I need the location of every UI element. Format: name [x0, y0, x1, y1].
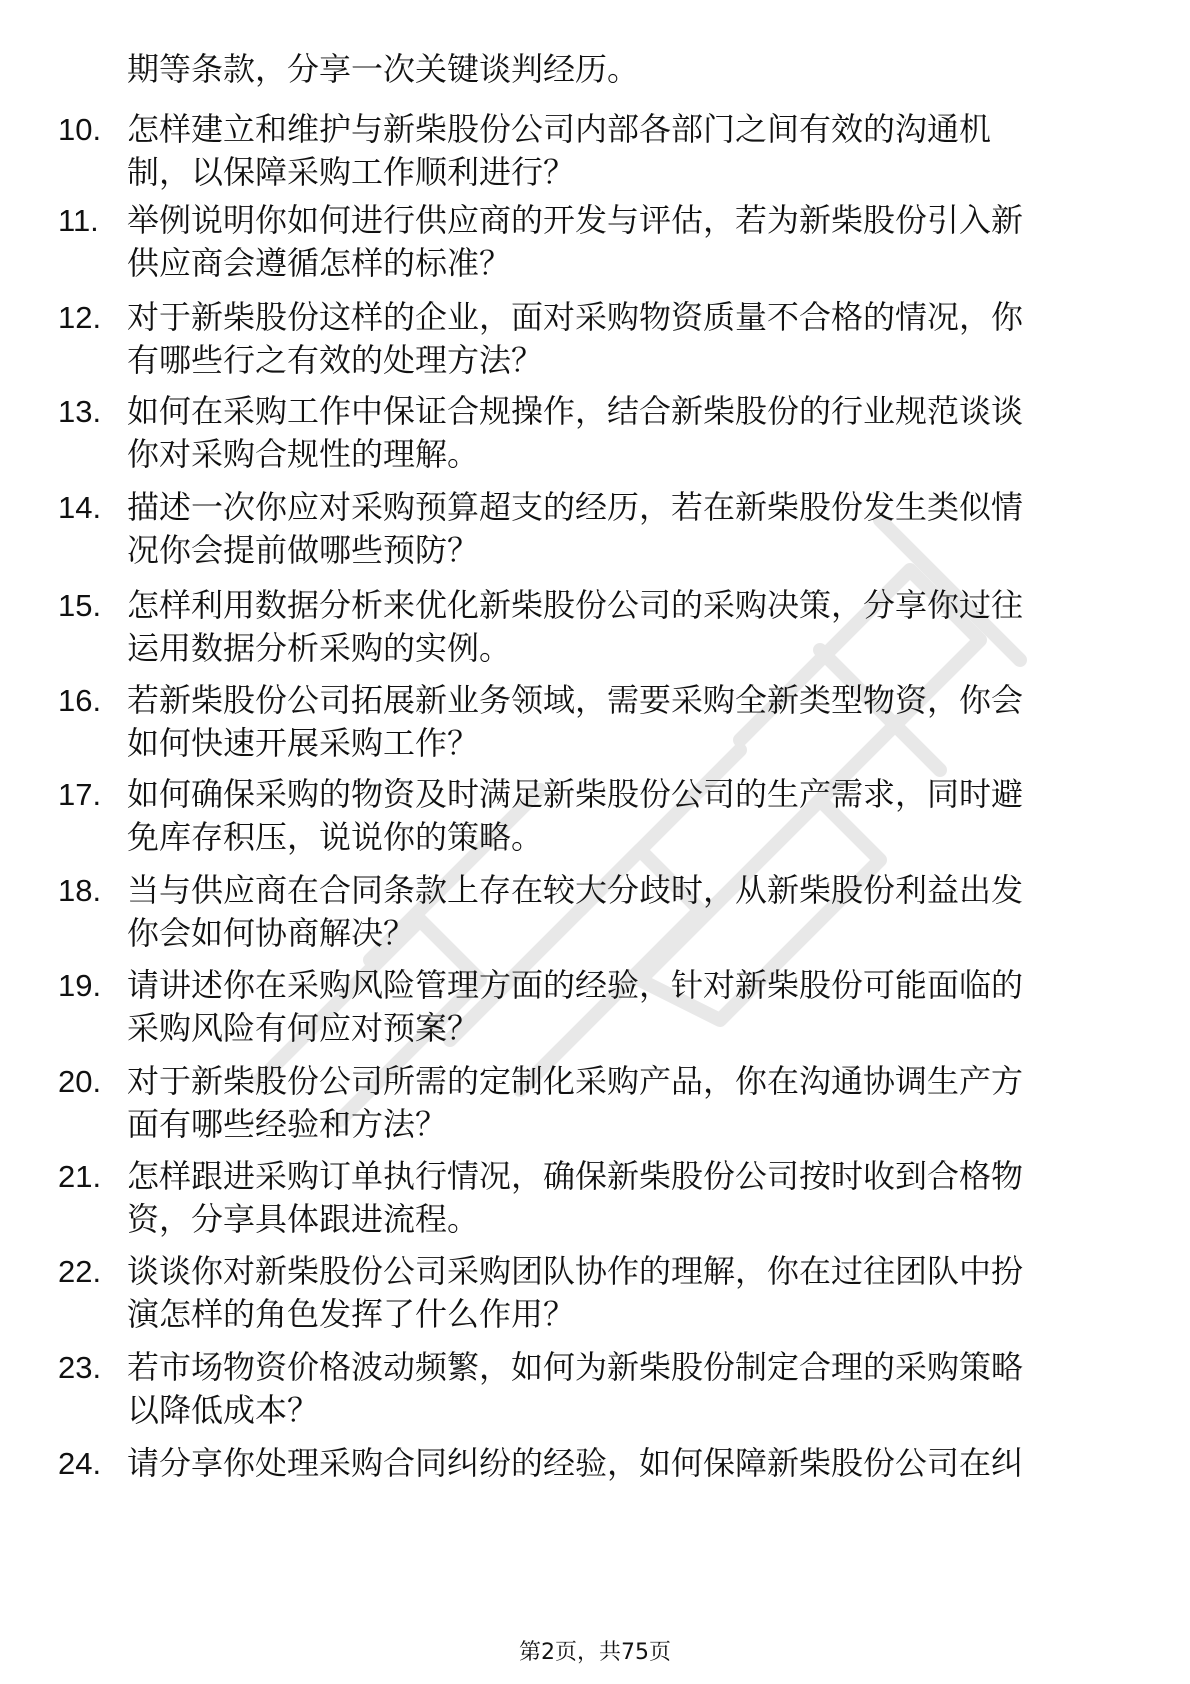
item-number: 20.: [58, 1064, 102, 1099]
item-text-line: 当与供应商在合同条款上存在较大分歧时，从新柴股份利益出发: [127, 871, 1024, 909]
item-text-line: 以降低成本？: [127, 1391, 320, 1429]
item-text-line: 怎样利用数据分析来优化新柴股份公司的采购决策，分享你过往: [127, 586, 1024, 624]
item-number: 10.: [58, 112, 102, 147]
item-text-line: 况你会提前做哪些预防？: [127, 531, 480, 569]
list-item: [58, 390, 1138, 480]
item-number: 16.: [58, 683, 102, 718]
item-number: 24.: [58, 1446, 102, 1481]
list-item: [58, 108, 1138, 198]
list-item: [58, 773, 1138, 863]
item-text-line: 如何确保采购的物资及时满足新柴股份公司的生产需求，同时避: [127, 775, 1024, 813]
item-text-line: 描述一次你应对采购预算超支的经历，若在新柴股份发生类似情: [127, 488, 1024, 526]
list-item: [58, 964, 1138, 1054]
list-item: [58, 1346, 1138, 1436]
item-text-line: 如何快速开展采购工作？: [127, 724, 480, 762]
list-item: [58, 296, 1138, 386]
item-number: 19.: [58, 968, 102, 1003]
item-number: 14.: [58, 490, 102, 525]
list-item: [58, 486, 1138, 576]
page-footer: 第2页，共75页: [519, 1640, 671, 1665]
item-text-line: 对于新柴股份公司所需的定制化采购产品，你在沟通协调生产方: [127, 1062, 1024, 1100]
list-item: [58, 1155, 1138, 1245]
item-text-line: 你会如何协商解决？: [127, 914, 416, 952]
item-number: 23.: [58, 1350, 102, 1385]
item-text-line: 若新柴股份公司拓展新业务领域，需要采购全新类型物资，你会: [127, 681, 1024, 719]
item-text-line: 供应商会遵循怎样的标准？: [127, 244, 512, 282]
item-text-line: 运用数据分析采购的实例。: [127, 629, 512, 667]
item-text-line: 若市场物资价格波动频繁，如何为新柴股份制定合理的采购策略: [127, 1348, 1024, 1386]
item-text-line: 举例说明你如何进行供应商的开发与评估，若为新柴股份引入新: [127, 201, 1024, 239]
item-number: 22.: [58, 1254, 102, 1289]
item-text-line: 有哪些行之有效的处理方法？: [127, 341, 544, 379]
item-text-line: 怎样建立和维护与新柴股份公司内部各部门之间有效的沟通机: [127, 110, 992, 148]
item-number: 21.: [58, 1159, 102, 1194]
item-number: 17.: [58, 777, 102, 812]
list-item: [58, 869, 1138, 959]
item-text-line: 请讲述你在采购风险管理方面的经验，针对新柴股份可能面临的: [127, 966, 1024, 1004]
list-item: [58, 199, 1138, 289]
item-text-line: 怎样跟进采购订单执行情况，确保新柴股份公司按时收到合格物: [127, 1157, 1024, 1195]
item-number: 11.: [58, 203, 99, 238]
item-number: 13.: [58, 394, 102, 429]
item-number: 18.: [58, 873, 102, 908]
item-text-line: 制，以保障采购工作顺利进行？: [127, 153, 576, 191]
item-text-line: 面有哪些经验和方法？: [127, 1105, 448, 1143]
item-text-line: 你对采购合规性的理解。: [127, 435, 480, 473]
item-number: 12.: [58, 300, 102, 335]
item-text-line: 免库存积压，说说你的策略。: [127, 818, 544, 856]
item-text-line: 如何在采购工作中保证合规操作，结合新柴股份的行业规范谈谈: [127, 392, 1024, 430]
item-text-line: 请分享你处理采购合同纠纷的经验，如何保障新柴股份公司在纠: [127, 1444, 1024, 1482]
list-item: [58, 1442, 1138, 1532]
item-number: 15.: [58, 588, 102, 623]
item-text-line: 谈谈你对新柴股份公司采购团队协作的理解，你在过往团队中扮: [127, 1252, 1024, 1290]
item-text-line: 采购风险有何应对预案？: [127, 1009, 480, 1047]
item-text-line: 演怎样的角色发挥了什么作用？: [127, 1295, 576, 1333]
list-item: [58, 1250, 1138, 1340]
list-item: [58, 679, 1138, 769]
continuation-text: 期等条款，分享一次关键谈判经历。: [127, 50, 640, 88]
item-text-line: 对于新柴股份这样的企业，面对采购物资质量不合格的情况，你: [127, 298, 1024, 336]
list-item: [58, 584, 1138, 674]
list-item: [58, 1060, 1138, 1150]
item-text-line: 资，分享具体跟进流程。: [127, 1200, 480, 1238]
